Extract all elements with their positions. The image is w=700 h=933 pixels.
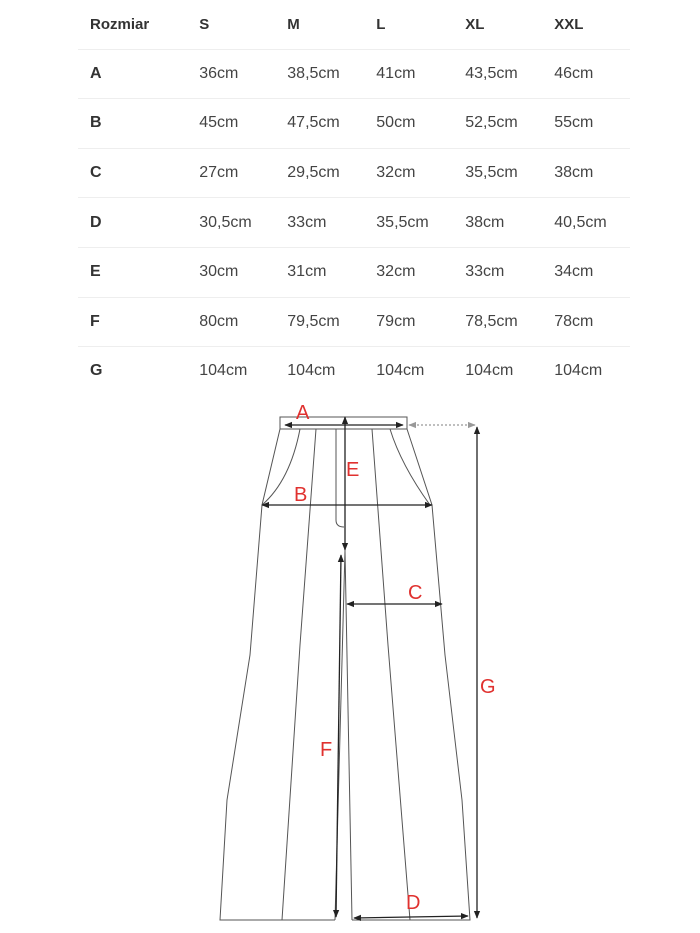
label-a: A — [296, 402, 310, 424]
table-row-b — [78, 99, 630, 149]
row-label: E — [78, 247, 199, 297]
table-cell: 104cm — [465, 362, 514, 380]
table-cell: 33cm — [465, 247, 554, 297]
table-cell: 78,5cm — [465, 297, 554, 347]
table-header-row — [78, 0, 630, 49]
table-cell: 36cm — [199, 49, 287, 99]
right-pocket — [390, 429, 430, 505]
row-label: D — [78, 198, 199, 248]
table-cell: 38cm — [554, 148, 630, 198]
table-cell: 32cm — [376, 247, 465, 297]
table-cell: 30cm — [199, 247, 287, 297]
label-g: G — [480, 676, 496, 698]
table-row-g — [78, 347, 630, 396]
table-cell: 78cm — [554, 297, 630, 347]
table-cell: 35,5cm — [465, 148, 554, 198]
table-cell: 31cm — [287, 247, 376, 297]
table-cell: 50cm — [376, 99, 465, 149]
table-cell: 40,5cm — [554, 198, 630, 248]
table-cell: 45cm — [199, 99, 287, 149]
header-cell-xxl: XXL — [554, 0, 630, 49]
table-cell: 104cm — [554, 362, 603, 380]
measure-line-d — [354, 916, 468, 918]
table-cell: 47,5cm — [287, 99, 376, 149]
table-cell: 33cm — [287, 198, 376, 248]
header-cell-xl: XL — [465, 0, 554, 49]
table-cell: 46cm — [554, 49, 630, 99]
size-table — [78, 0, 630, 396]
header-cell-size: Rozmiar — [78, 0, 199, 49]
right-leg-outline — [352, 429, 470, 920]
table-row-a — [78, 49, 630, 99]
table-row-e — [78, 247, 630, 297]
table-cell: 104cm — [199, 362, 248, 380]
row-label: F — [78, 297, 199, 347]
table-cell: 34cm — [554, 247, 630, 297]
table-cell: 35,5cm — [376, 198, 465, 248]
table-row-f — [78, 297, 630, 347]
header-cell-s: S — [199, 0, 287, 49]
label-f: F — [320, 739, 333, 761]
table-cell: 32cm — [376, 148, 465, 198]
table-cell: 55cm — [554, 99, 630, 149]
row-label: A — [78, 49, 199, 99]
label-c: C — [408, 582, 423, 604]
table-cell: 52,5cm — [465, 99, 554, 149]
fly-stitch — [336, 429, 344, 527]
table-cell: 30,5cm — [199, 198, 287, 248]
label-b: B — [294, 484, 308, 506]
crotch-seam — [335, 550, 352, 920]
table-cell: 27cm — [199, 148, 287, 198]
table-cell: 104cm — [376, 362, 425, 380]
left-leg-outline — [220, 429, 335, 920]
row-label: G — [90, 362, 103, 380]
header-cell-m: M — [287, 0, 376, 49]
table-cell: 29,5cm — [287, 148, 376, 198]
table-cell: 43,5cm — [465, 49, 554, 99]
table-row-d — [78, 198, 630, 248]
table-cell: 80cm — [199, 297, 287, 347]
label-d: D — [406, 892, 421, 914]
right-front-crease — [372, 429, 410, 920]
table-cell: 79cm — [376, 297, 465, 347]
table-cell: 41cm — [376, 49, 465, 99]
table-row-c — [78, 148, 630, 198]
label-e: E — [346, 459, 360, 481]
row-label: C — [78, 148, 199, 198]
table-cell: 38,5cm — [287, 49, 376, 99]
table-cell: 38cm — [465, 198, 554, 248]
header-cell-l: L — [376, 0, 465, 49]
row-label: B — [78, 99, 199, 149]
trousers-measurement-diagram — [0, 395, 700, 933]
table-cell: 104cm — [287, 362, 336, 380]
table-cell: 79,5cm — [287, 297, 376, 347]
